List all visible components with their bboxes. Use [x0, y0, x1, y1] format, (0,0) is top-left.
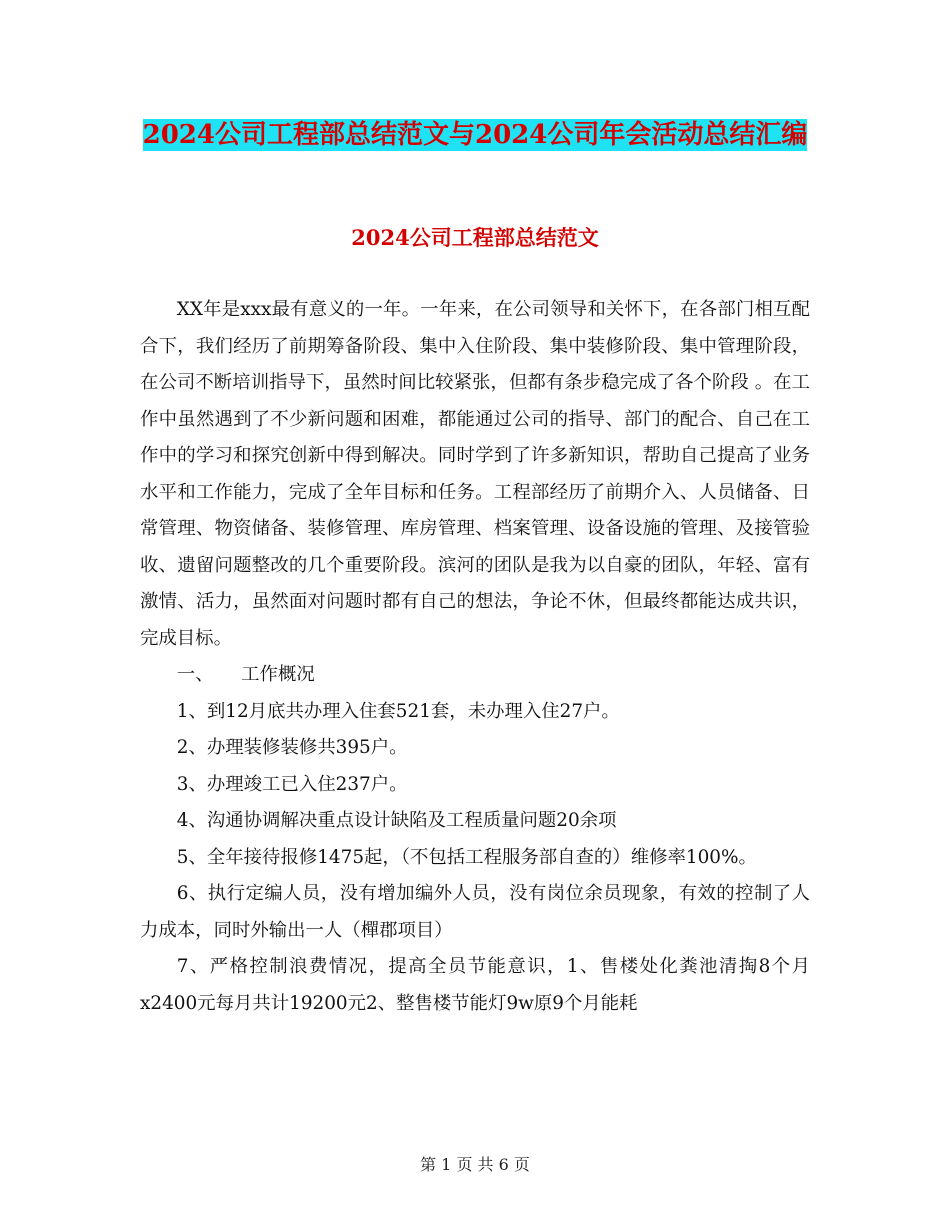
- body-paragraph-item-7: 7、严格控制浪费情况，提高全员节能意识，1、售楼处化粪池清掏8个月x2400元每月共计19200元2、整售楼节能灯9w原9个月能耗: [140, 956, 810, 1014]
- body-paragraph-work-overview-heading: 一、 工作概况: [176, 664, 315, 685]
- body-paragraph-item-5: 5、全年接待报修1475起，（不包括工程服务部自查的）维修率100%。: [176, 846, 757, 868]
- body-paragraph-item-2: 2、办理装修装修共395户。: [176, 737, 408, 758]
- body-paragraph-item-3: 3、办理竣工已入住237户。: [176, 773, 408, 795]
- body-paragraph-item-6: 6、执行定编人员，没有增加编外人员，没有岗位余员现象，有效的控制了人力成本，同时外输出一人（樿郡项目）: [140, 883, 810, 941]
- document-title: [140, 112, 810, 158]
- document-body: [140, 292, 810, 1022]
- body-paragraph-item-1: 1、到12月底共办理入住套521套，未办理入住27户。: [176, 700, 620, 722]
- page-number-label: 第 1 页 共 6 页: [420, 1155, 530, 1174]
- section-heading: 2024公司工程部总结范文: [351, 225, 599, 250]
- document-title-text: 2024公司工程部总结范文与2024公司年会活动总结汇编: [142, 120, 808, 150]
- body-paragraph-intro: XX年是xxx最有意义的一年。一年来，在公司领导和关怀下，在各部门相互配合下，我们经历了前期筹备阶段、集中入住阶段、集中装修阶段、集中管理阶段，在公司不断培训指导下，虽然时间比较紧张，但都有条步稳完成了各个阶段 。在工作中虽然遇到了不少新问题和困难，都能通过公司的指导、部门的配合、自己在工作中的学习和探究创新中得到解决。同时学到了许多新知识，帮助自己提高了业务水平和工作能力，完成了全年目标和任务。工程部经历了前期介入、人员储备、日常管理、物资储备、装修管理、库房管理、档案管理、设备设施的管理、及接管验收、遗留问题整改的几个重要阶段。滨河的团队是我为以自豪的团队，年轻、富有激情、活力，虽然面对问题时都有自己的想法，争论不休，但最终都能达成共识，完成目标。: [140, 299, 810, 649]
- page-footer: [0, 1153, 950, 1177]
- body-paragraph-item-4: 4、沟通协调解决重点设计缺陷及工程质量问题20余项: [176, 810, 617, 831]
